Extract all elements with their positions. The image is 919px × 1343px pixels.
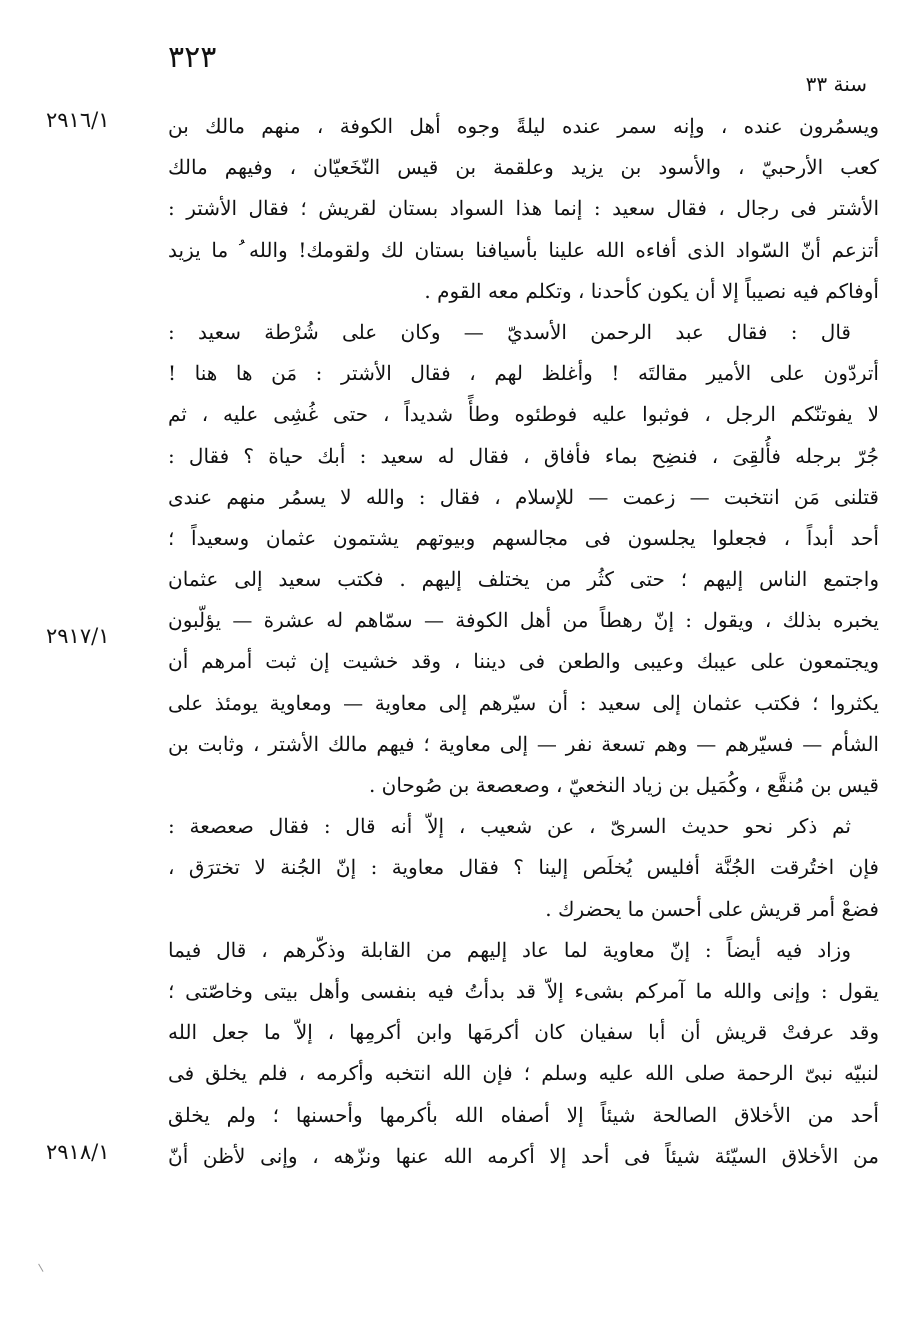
text-line: من الأخلاق السيّئة شيئاً فى أحد إلا أكرمه الله عنها ونزّهه ، وإنى لأظن أنّ <box>168 1143 879 1168</box>
text-line: يكثروا ؛ فكتب عثمان إلى سعيد : أن سيّرهم إلى معاوية — ومعاوية يومئذ على <box>168 690 879 715</box>
text-line: كعب الأرحبيّ ، والأسود بن يزيد وعلقمة بن قيس النّخَعيّان ، وفيهم مالك <box>168 155 879 180</box>
text-line: قال : فقال عبد الرحمن الأسديّ — وكان على شُرْطة سعيد : <box>168 319 851 344</box>
scan-mark <box>38 1261 48 1272</box>
text-line: أوفاكم فيه نصيباً إلا أن يكون كأحدنا ، وتكلم معه القوم . <box>424 278 879 303</box>
text-line: يخبره بذلك ، ويقول : إنّ رهطاً من أهل الكوفة — سمّاهم له عشرة — يؤلّبون <box>168 608 879 633</box>
running-header-year: سنة ٣٣ <box>805 72 867 96</box>
text-line: قتلنى مَن انتخبت — زعمت — للإسلام ، فقال : والله لا يسمُر منهم عندى <box>168 484 879 509</box>
text-line: فضعْ أمر قريش على أحسن ما يحضرك . <box>545 896 879 921</box>
paragraph <box>168 930 879 1177</box>
text-line: ويسمُرون عنده ، وإنه سمر عنده ليلةً وجوه أهل الكوفة ، منهم مالك بن <box>168 114 879 138</box>
text-line: ويجتمعون على عيبك وعيبى والطعن فى ديننا ، وقد خشيت إن ثبت أمرهم أن <box>168 649 879 674</box>
margin-reference: ٢٩١٧/١ <box>46 624 110 648</box>
paragraph <box>168 806 879 930</box>
text-line: لنبيّه نبىّ الرحمة صلى الله عليه وسلم ؛ فإن الله انتخبه وأكرمه ، فلم يخلق فى <box>168 1061 879 1086</box>
text-line: الشأم — فسيّرهم — وهم تسعة نفر — إلى معاوية ؛ فيهم مالك الأشتر ، وثابت بن <box>168 731 879 756</box>
paragraph <box>168 312 879 806</box>
text-line: أحد من الأخلاق الصالحة شيئاً إلا أصفاه الله بأكرمها وأحسنها ؛ ولم يخلق <box>168 1102 879 1127</box>
body-text <box>168 106 879 1177</box>
paragraph <box>168 106 879 312</box>
page-number: ٣٢٣ <box>168 40 217 75</box>
text-line: قيس بن مُنقَّع ، وكُمَيل بن زياد النخعيّ ، وصعصعة بن صُوحان . <box>368 773 879 797</box>
text-line: وزاد فيه أيضاً : إنّ معاوية لما عاد إليهم من القابلة وذكّرهم ، قال فيما <box>168 937 851 962</box>
margin-reference: ٢٩١٨/١ <box>46 1140 110 1164</box>
text-line: لا يفوتنّكم الرجل ، فوثبوا عليه فوطئوه وطأً شديداً ، حتى غُشِى عليه ، ثم <box>168 402 879 427</box>
text-line: الأشتر فى رجال ، فقال سعيد : إنما هذا السواد بستان لقريش ؛ فقال الأشتر : <box>168 196 879 221</box>
text-line: ثم ذكر نحو حديث السرىّ ، عن شعيب ، إلاّ أنه قال : فقال صعصعة : <box>168 814 851 839</box>
text-line: أتزعم أنّ السّواد الذى أفاءه الله علينا بأسيافنا بستان لك ولقومك! والله ُ ما يزيد <box>168 237 879 262</box>
text-line: فإن اختُرقت الجُنَّة أفليس يُخلَص إلينا ؟ فقال معاوية : إنّ الجُنة لا تخترَق ، <box>168 855 879 880</box>
text-line: أحد أبداً ، فجعلوا يجلسون فى مجالسهم وبيوتهم يشتمون عثمان وسعيداً ؛ <box>168 525 879 550</box>
text-line: واجتمع الناس إليهم ؛ حتى كثُر من يختلف إليهم . فكتب سعيد إلى عثمان <box>168 567 879 592</box>
text-line: وقد عرفتْ قريش أن أبا سفيان كان أكرمَها وابن أكرمِها ، إلاّ ما جعل الله <box>168 1020 879 1045</box>
text-line: أتردّون على الأمير مقالتَه ! وأغلظ لهم ، فقال الأشتر : مَن ها هنا ! <box>168 361 879 386</box>
margin-reference: ٢٩١٦/١ <box>46 108 110 132</box>
text-line: جُرّ برجله فأُلقِىَ ، فنضِح بماء فأفاق ، فقال له سعيد : أبك حياة ؟ فقال : <box>168 443 879 468</box>
text-line: يقول : وإنى والله ما آمركم بشىء إلاّ قد بدأتُ فيه بنفسى وأهل بيتى وخاصّتى ؛ <box>168 978 879 1003</box>
